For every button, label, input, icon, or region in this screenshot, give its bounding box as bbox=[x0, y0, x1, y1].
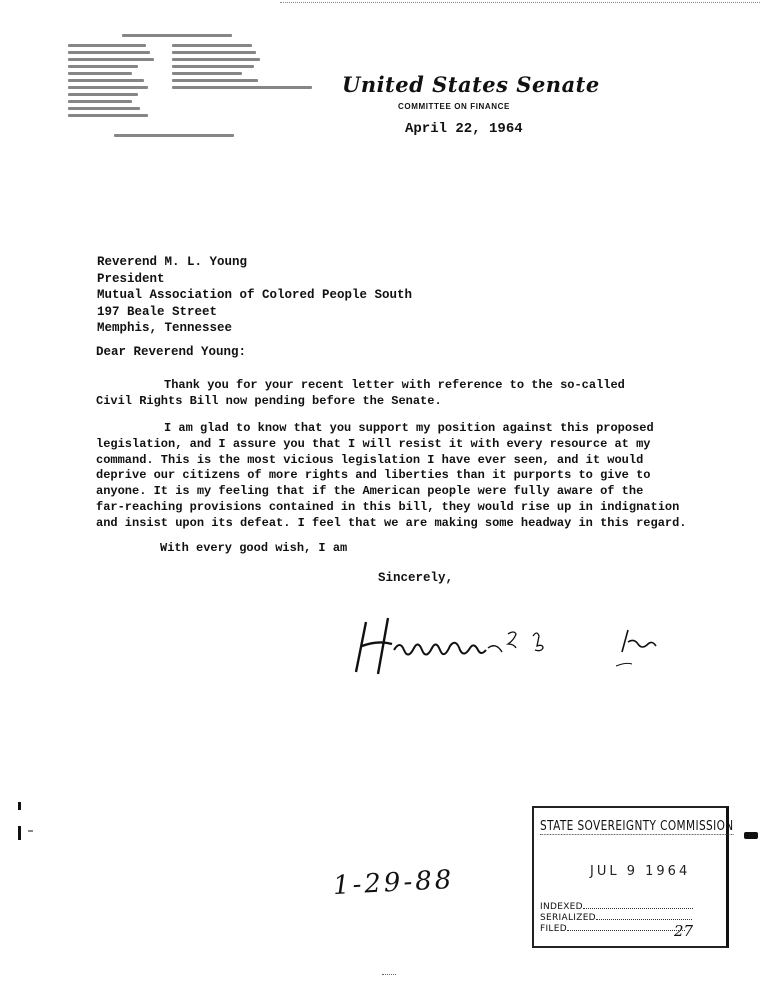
roster-line bbox=[68, 72, 132, 75]
roster-line bbox=[68, 107, 140, 110]
roster-line bbox=[114, 134, 234, 137]
roster-line bbox=[172, 79, 258, 82]
roster-line bbox=[68, 65, 138, 68]
recipient-line: Reverend M. L. Young bbox=[97, 255, 248, 269]
body-line bbox=[96, 421, 687, 437]
body-line bbox=[96, 468, 687, 484]
body-line-text: legislation, and I assure you that I will resist it with every resource at my bbox=[96, 436, 651, 451]
stamp-row-label: INDEXED bbox=[540, 902, 583, 912]
handwritten-note: 1-29-88 bbox=[332, 864, 455, 902]
roster-line bbox=[68, 44, 146, 47]
roster-line bbox=[68, 51, 150, 54]
bottom-edge-mark bbox=[382, 974, 396, 975]
stamp-title: STATE SOVEREIGNTY COMMISSION bbox=[540, 818, 734, 834]
roster-line bbox=[172, 72, 242, 75]
body-line-text: I am glad to know that you support my position against this proposed bbox=[164, 421, 654, 435]
stamp-row-filed bbox=[540, 922, 685, 934]
body-paragraph-2 bbox=[96, 421, 687, 532]
body-line bbox=[96, 453, 687, 469]
closing: Sincerely, bbox=[378, 571, 454, 585]
roster-line bbox=[172, 51, 256, 54]
signature bbox=[348, 600, 688, 690]
committee-roster bbox=[64, 34, 324, 144]
body-paragraph-3: With every good wish, I am bbox=[160, 541, 348, 555]
body-line bbox=[96, 394, 625, 410]
roster-line bbox=[68, 114, 148, 117]
roster-line bbox=[172, 44, 252, 47]
body-line-text: Civil Rights Bill now pending before the Senate. bbox=[96, 393, 442, 408]
body-line bbox=[96, 484, 687, 500]
letterhead-committee: COMMITTEE ON FINANCE bbox=[398, 102, 510, 111]
recipient-line: Memphis, Tennessee bbox=[97, 321, 233, 335]
roster-line bbox=[68, 86, 148, 89]
roster-line bbox=[172, 58, 260, 61]
body-line-text: and insist upon its defeat. I feel that we are making some headway in this regard. bbox=[96, 515, 687, 530]
recipient-line: Mutual Association of Colored People South bbox=[97, 288, 413, 302]
body-line bbox=[96, 516, 687, 532]
body-line bbox=[96, 437, 687, 453]
letterhead-title: United States Senate bbox=[342, 72, 600, 97]
roster-line bbox=[68, 100, 132, 103]
roster-line bbox=[172, 86, 312, 89]
salutation: Dear Reverend Young: bbox=[96, 345, 247, 359]
stamp-row-label: FILED bbox=[540, 924, 567, 934]
body-line-text: anyone. It is my feeling that if the American people were fully aware of the bbox=[96, 484, 644, 499]
roster-line bbox=[122, 34, 232, 37]
roster-line bbox=[68, 79, 144, 82]
stamp-row-label: SERIALIZED bbox=[540, 913, 596, 923]
recipient-line: President bbox=[97, 271, 165, 286]
letter-date: April 22, 1964 bbox=[405, 121, 523, 137]
body-line-text: far-reaching provisions contained in this bill, they would rise up in indignation bbox=[96, 499, 680, 514]
recipient-address bbox=[97, 254, 412, 337]
received-stamp bbox=[532, 806, 734, 948]
roster-line bbox=[68, 58, 154, 61]
roster-line bbox=[172, 65, 254, 68]
body-line bbox=[96, 500, 687, 516]
recipient-line: 197 Beale Street bbox=[97, 304, 218, 319]
body-paragraph-1 bbox=[96, 378, 625, 410]
stamp-date: JUL 9 1964 bbox=[590, 864, 691, 879]
body-line-text: deprive our citizens of more rights and liberties than it purports to give to bbox=[96, 468, 651, 483]
roster-line bbox=[68, 93, 138, 96]
stamp-initials: 27 bbox=[674, 922, 694, 940]
body-line-text: command. This is the most vicious legislation I have ever seen, and it would bbox=[96, 452, 644, 467]
top-edge-dotted-line bbox=[280, 2, 760, 3]
body-line-text: Thank you for your recent letter with reference to the so-called bbox=[164, 378, 625, 392]
body-line bbox=[96, 378, 625, 394]
